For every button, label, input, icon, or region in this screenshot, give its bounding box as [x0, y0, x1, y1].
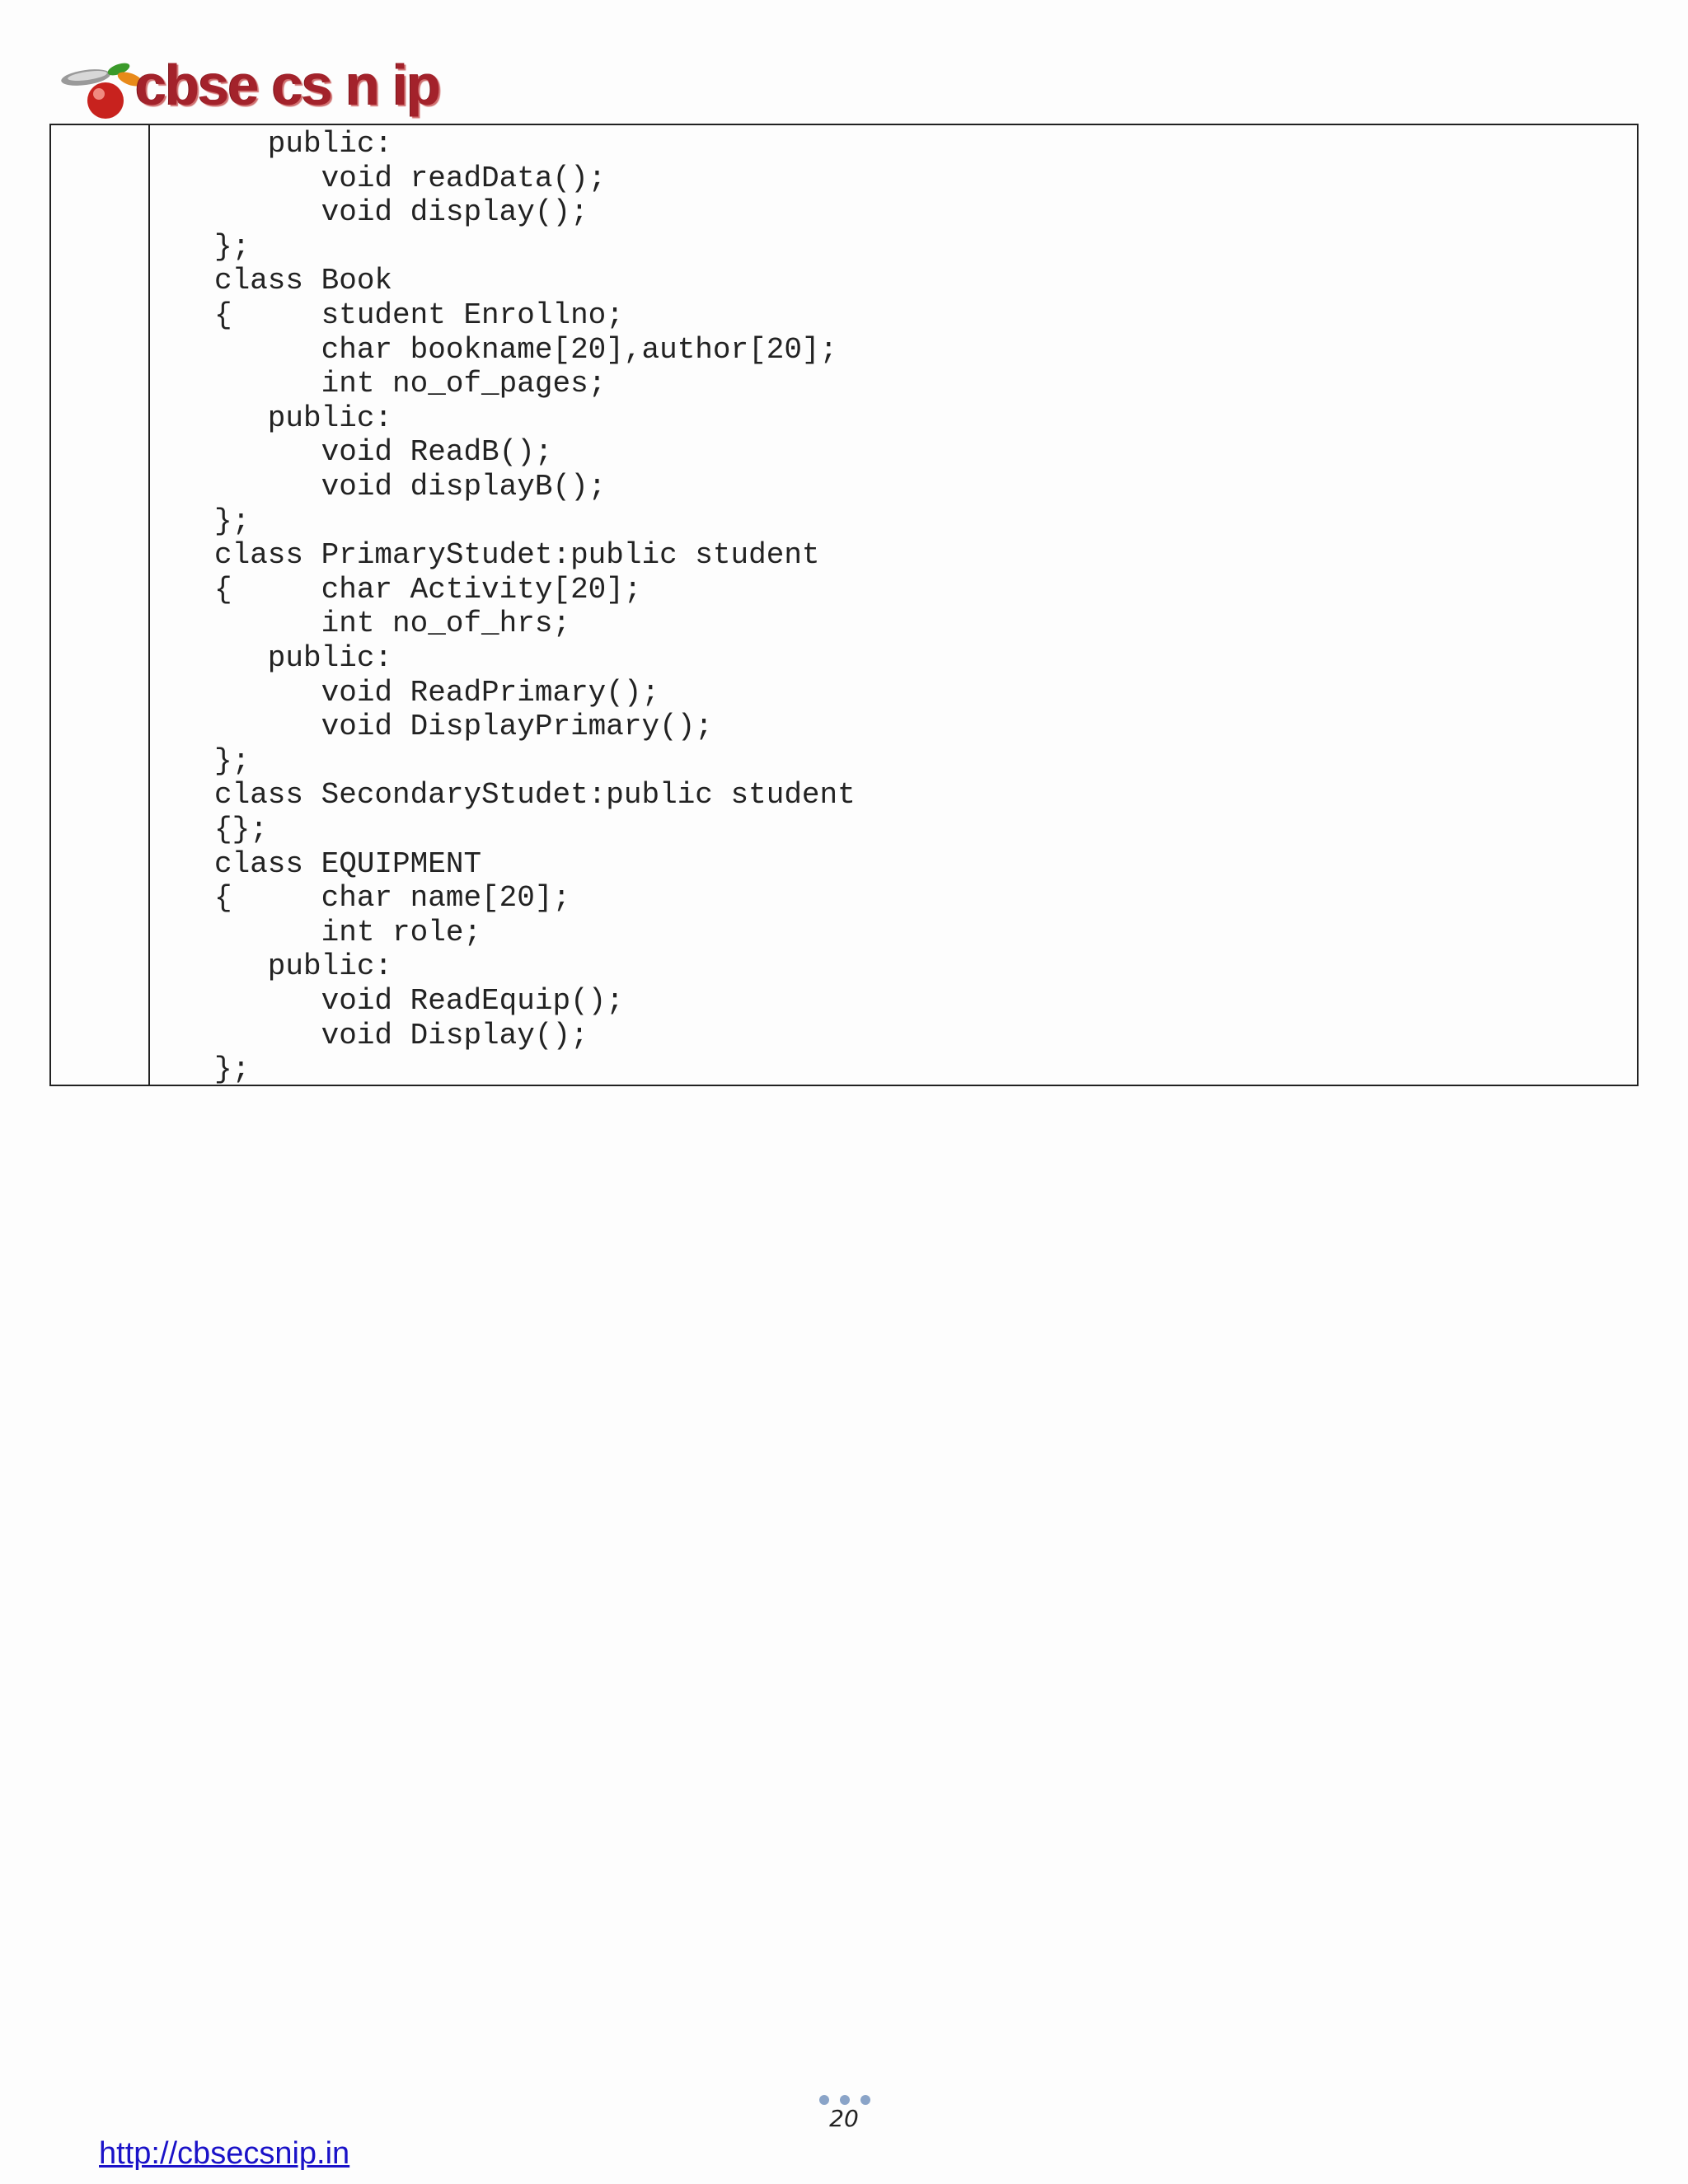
code-line: void DisplayPrimary(); — [214, 710, 713, 744]
code-line: { char Activity[20]; — [214, 572, 642, 607]
page-number: 20 — [829, 2105, 859, 2132]
code-line: {}; — [214, 813, 268, 846]
code-line: public: — [214, 127, 393, 161]
code-line: { char name[20]; — [214, 881, 571, 916]
table-number-column — [51, 125, 150, 1085]
code-line: void displayB(); — [214, 470, 607, 504]
code-line: public: — [214, 641, 393, 675]
code-line: class PrimaryStudet:public student — [214, 538, 820, 573]
code-line: }; — [214, 504, 251, 538]
code-line: void display(); — [214, 195, 588, 230]
code-line: int no_of_hrs; — [214, 607, 571, 641]
code-line: }; — [214, 229, 251, 264]
code-line: int role; — [214, 915, 482, 949]
code-line: class EQUIPMENT — [214, 846, 482, 881]
table-code-column — [152, 125, 1637, 1085]
code-line: class SecondaryStudet:public student — [214, 778, 856, 813]
code-line: void ReadPrimary(); — [214, 675, 660, 710]
code-line: void Display(); — [214, 1018, 588, 1052]
code-line: void readData(); — [214, 161, 607, 195]
site-logo — [54, 54, 442, 129]
logo-apple-icon — [54, 54, 145, 129]
code-table — [49, 124, 1639, 1086]
code-line: }; — [214, 1052, 251, 1087]
code-line: }; — [214, 743, 251, 778]
footer-website-link[interactable]: http://cbsecsnip.in — [99, 2136, 350, 2171]
code-line: void ReadB(); — [214, 435, 553, 470]
code-line: public: — [214, 401, 393, 435]
logo-text: cbse cs n ip — [135, 53, 440, 117]
code-line: class Book — [214, 264, 393, 298]
code-line: int no_of_pages; — [214, 367, 607, 401]
code-line: char bookname[20],author[20]; — [214, 332, 838, 367]
code-line: public: — [214, 949, 393, 984]
code-line: void ReadEquip(); — [214, 984, 624, 1018]
code-line: { student Enrollno; — [214, 298, 624, 332]
